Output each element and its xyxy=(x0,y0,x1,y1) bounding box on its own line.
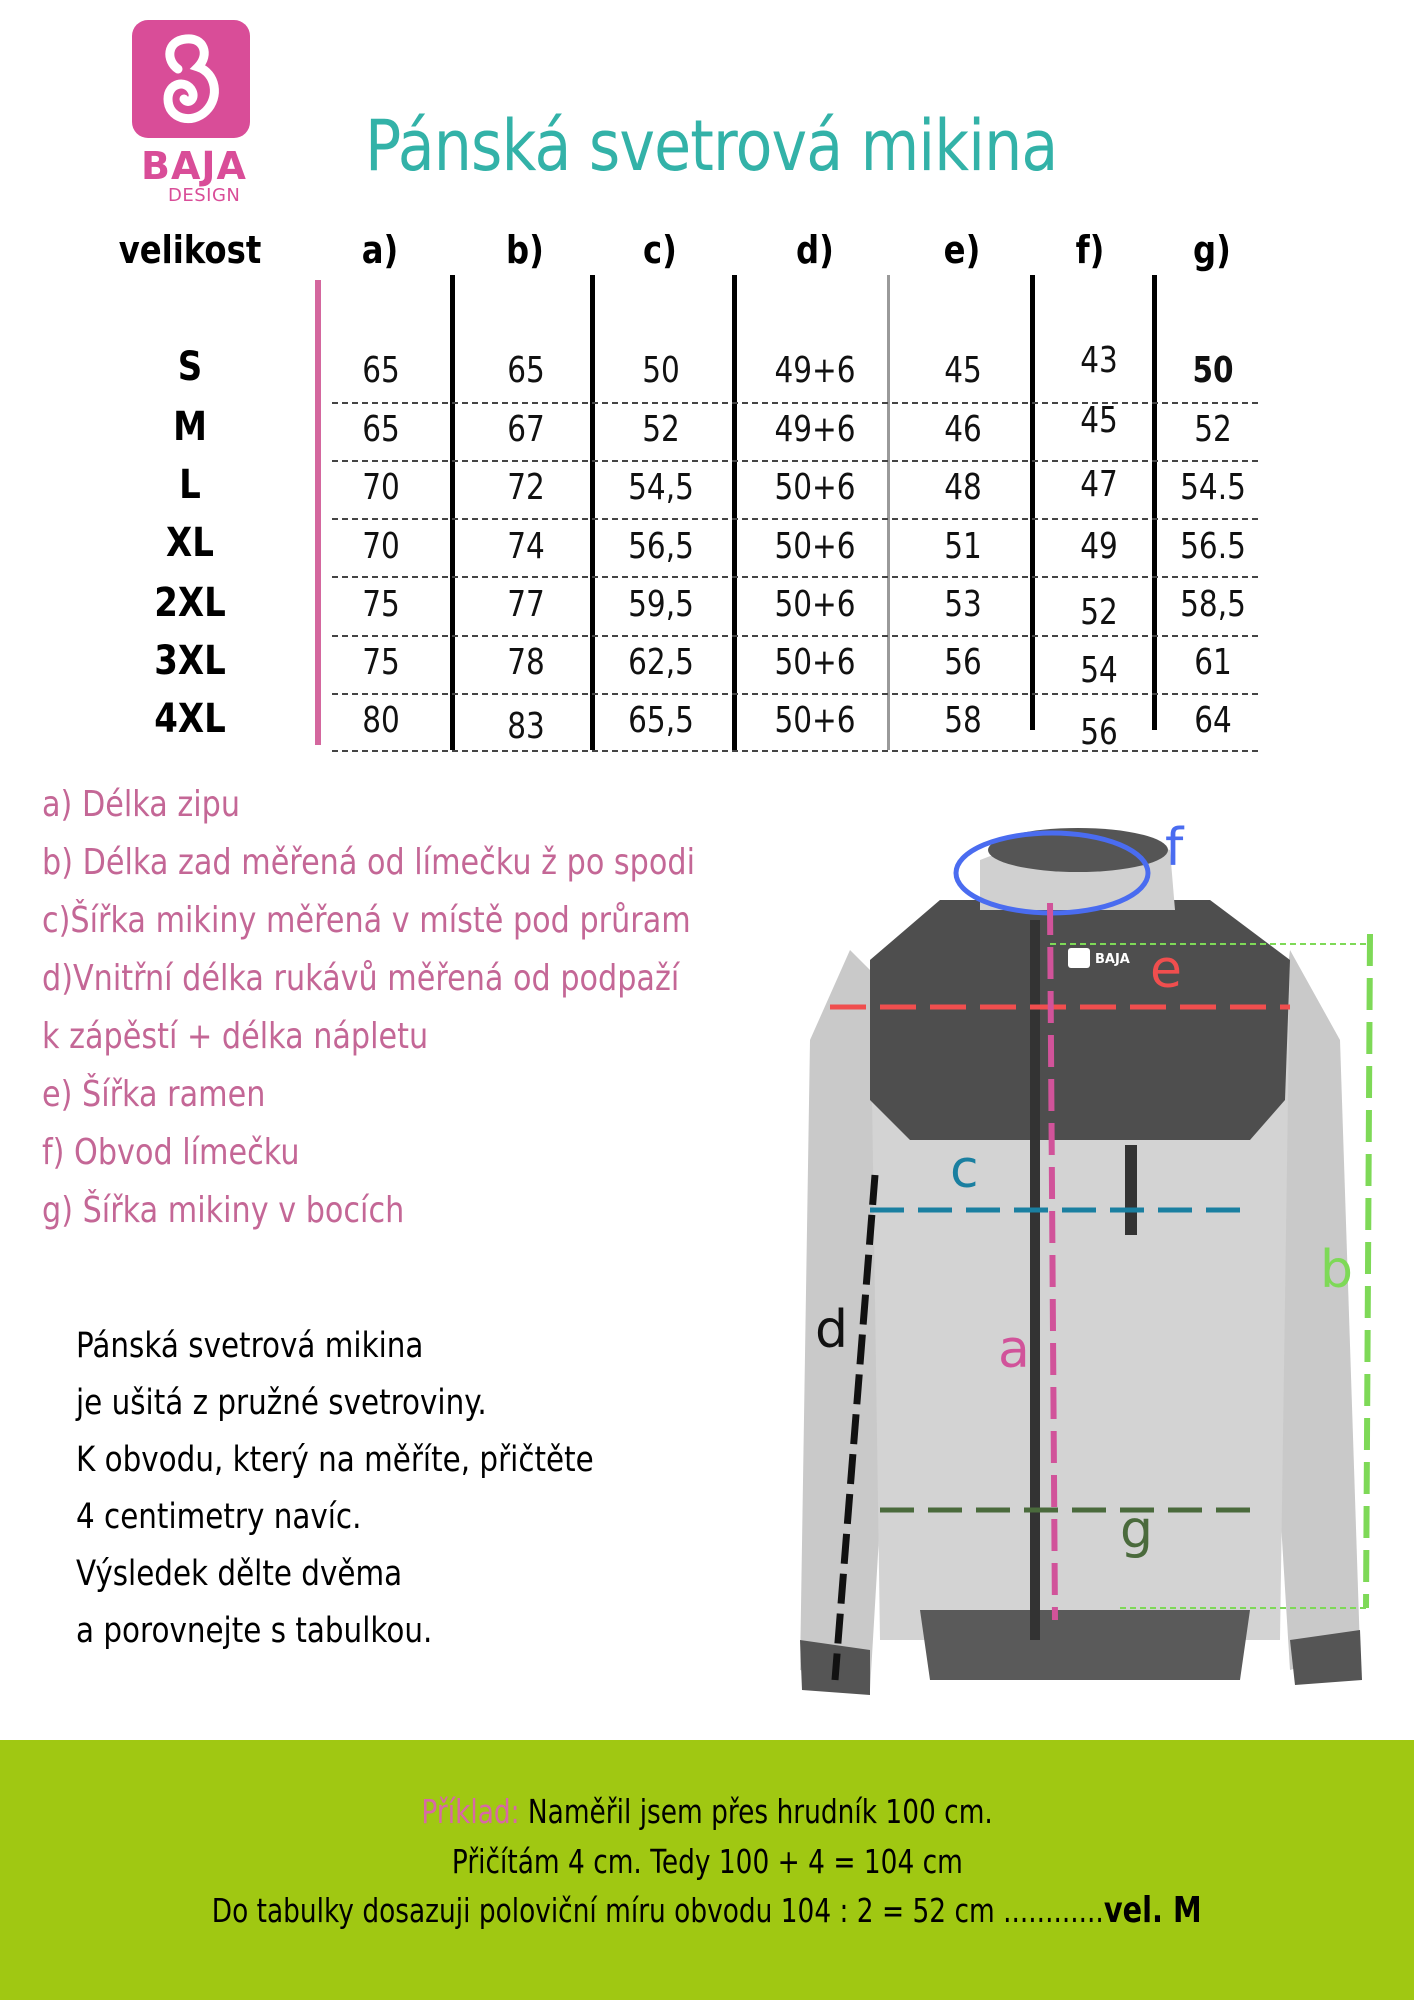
cell-f: 54 xyxy=(1080,650,1118,691)
row-separator xyxy=(332,693,1258,695)
brand-sub: DESIGN xyxy=(168,185,241,206)
table-divider xyxy=(1030,275,1035,730)
cell-a: 65 xyxy=(362,409,400,450)
cell-a: 70 xyxy=(362,526,400,567)
table-divider xyxy=(732,275,737,750)
column-header-e: e) xyxy=(943,228,981,272)
column-header-c: c) xyxy=(643,228,677,272)
label-d: d xyxy=(815,1300,849,1360)
example-text: Naměřil jsem přes hrudník 100 cm. xyxy=(519,1792,993,1831)
cell-b: 83 xyxy=(507,706,545,747)
cell-f: 56 xyxy=(1080,712,1118,753)
table-divider xyxy=(887,275,890,750)
example-line-3 xyxy=(0,1890,1414,1931)
cell-b: 65 xyxy=(507,350,545,391)
label-b: b xyxy=(1320,1240,1354,1300)
cell-d: 50+6 xyxy=(774,584,856,625)
cell-f: 52 xyxy=(1080,592,1118,633)
size-label: 3XL xyxy=(154,638,226,684)
column-header-d: d) xyxy=(796,228,834,272)
legend-item-g: g) Šířka mikiny v bocích xyxy=(42,1190,405,1231)
row-separator xyxy=(332,635,1258,637)
column-header-b: b) xyxy=(506,228,544,272)
legend-item-f: f) Obvod límečku xyxy=(42,1132,300,1173)
measurement-legend xyxy=(42,776,742,1240)
brand-logo xyxy=(132,20,250,138)
row-separator xyxy=(332,576,1258,578)
legend-item-d: d)Vnitřní délka rukávů měřená od podpaží xyxy=(42,958,680,999)
example-line-2: Přičítám 4 cm. Tedy 100 + 4 = 104 cm xyxy=(451,1842,963,1881)
cell-g: 58,5 xyxy=(1180,584,1246,625)
baja-b-swirl-icon xyxy=(156,31,226,127)
cell-e: 45 xyxy=(944,350,982,391)
cell-c: 54,5 xyxy=(628,467,694,508)
cell-d: 50+6 xyxy=(774,642,856,683)
size-label: 2XL xyxy=(154,580,226,626)
example-label: Příklad: xyxy=(421,1792,520,1831)
size-label: S xyxy=(177,344,203,390)
cell-d: 49+6 xyxy=(774,409,856,450)
cell-f: 47 xyxy=(1080,464,1118,505)
svg-text:BAJA: BAJA xyxy=(1095,952,1130,967)
description-line: a porovnejte s tabulkou. xyxy=(76,1611,433,1651)
brand-name: BAJA xyxy=(141,144,247,188)
legend-item-d-cont: k zápěstí + délka nápletu xyxy=(42,1016,429,1057)
cell-a: 80 xyxy=(362,700,400,741)
cell-d: 50+6 xyxy=(774,526,856,567)
legend-item-c: c)Šířka mikiny měřená v místě pod průram xyxy=(42,900,691,941)
size-label: 4XL xyxy=(154,696,226,742)
legend-item-e: e) Šířka ramen xyxy=(42,1074,266,1115)
label-a: a xyxy=(998,1320,1030,1380)
jacket-measurement-diagram xyxy=(790,800,1414,1720)
column-header-f: f) xyxy=(1075,228,1105,272)
cell-e: 58 xyxy=(944,700,982,741)
table-divider xyxy=(450,275,455,750)
legend-item-a: a) Délka zipu xyxy=(42,784,241,825)
cell-f: 49 xyxy=(1080,526,1118,567)
cell-e: 46 xyxy=(944,409,982,450)
description-line: 4 centimetry navíc. xyxy=(76,1497,362,1537)
cell-g: 52 xyxy=(1194,409,1232,450)
cell-a: 65 xyxy=(362,350,400,391)
cell-a: 75 xyxy=(362,642,400,683)
cell-c: 59,5 xyxy=(628,584,694,625)
column-header-a: a) xyxy=(361,228,399,272)
cell-e: 48 xyxy=(944,467,982,508)
label-g: g xyxy=(1120,1500,1154,1560)
cell-b: 72 xyxy=(507,467,545,508)
cell-f: 43 xyxy=(1080,340,1118,381)
cell-b: 77 xyxy=(507,584,545,625)
description-line: K obvodu, který na měříte, přičtěte xyxy=(76,1440,594,1480)
table-divider xyxy=(590,275,595,750)
cell-g: 61 xyxy=(1194,642,1232,683)
cell-e: 56 xyxy=(944,642,982,683)
size-column-header: velikost xyxy=(118,228,262,272)
measure-line-b xyxy=(1366,934,1370,1608)
example-banner xyxy=(0,1740,1414,2000)
example-calc: Do tabulky dosazuji poloviční míru obvodu 104 : 2 = 52 cm ............ xyxy=(212,1891,1105,1930)
cell-c: 62,5 xyxy=(628,642,694,683)
row-separator xyxy=(332,518,1258,520)
cell-b: 78 xyxy=(507,642,545,683)
size-label: L xyxy=(179,462,201,508)
example-line-1 xyxy=(0,1792,1414,1831)
table-divider xyxy=(1152,275,1157,730)
page-title: Pánská svetrová mikina xyxy=(365,105,1058,187)
cell-b: 67 xyxy=(507,409,545,450)
cell-d: 50+6 xyxy=(774,700,856,741)
label-e: e xyxy=(1150,940,1182,1000)
cell-d: 50+6 xyxy=(774,467,856,508)
label-f: f xyxy=(1165,818,1184,878)
example-result: vel. M xyxy=(1104,1890,1202,1931)
column-header-g: g) xyxy=(1193,228,1231,272)
size-label: XL xyxy=(166,520,214,566)
cell-e: 53 xyxy=(944,584,982,625)
table-divider-pink xyxy=(315,280,321,745)
cell-g: 56.5 xyxy=(1180,526,1246,567)
product-description xyxy=(76,1318,692,1660)
size-label: M xyxy=(173,404,207,450)
cell-a: 75 xyxy=(362,584,400,625)
cell-b: 74 xyxy=(507,526,545,567)
cell-a: 70 xyxy=(362,467,400,508)
row-separator xyxy=(332,460,1258,462)
cell-c: 56,5 xyxy=(628,526,694,567)
label-c: c xyxy=(950,1140,979,1200)
description-line: je ušitá z pružné svetroviny. xyxy=(76,1383,487,1423)
cell-f: 45 xyxy=(1080,400,1118,441)
cell-g: 54.5 xyxy=(1180,467,1246,508)
cell-e: 51 xyxy=(944,526,982,567)
legend-item-b: b) Délka zad měřená od límečku ž po spodi xyxy=(42,842,695,883)
cell-d: 49+6 xyxy=(774,350,856,391)
cell-c: 50 xyxy=(642,350,680,391)
cell-g: 50 xyxy=(1192,350,1234,391)
cell-c: 52 xyxy=(642,409,680,450)
description-line: Výsledek dělte dvěma xyxy=(76,1554,403,1594)
description-line: Pánská svetrová mikina xyxy=(76,1326,424,1366)
cell-g: 64 xyxy=(1194,700,1232,741)
cell-c: 65,5 xyxy=(628,700,694,741)
